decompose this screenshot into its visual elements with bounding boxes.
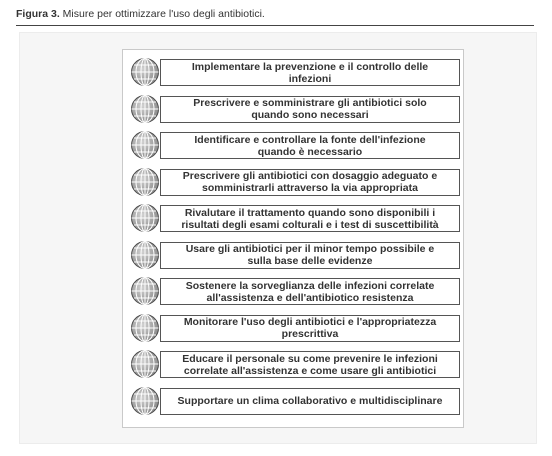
- measure-row: [130, 168, 456, 197]
- measure-box: [160, 242, 460, 269]
- measure-text-line2: quando è necessario: [257, 145, 363, 158]
- measure-text-line1: Supportare un clima collaborativo e multidisciplinare: [177, 395, 443, 407]
- measure-box: [160, 278, 460, 305]
- figure-title: Misure per ottimizzare l'uso degli antibiotici.: [59, 8, 265, 20]
- measure-row: [130, 58, 456, 87]
- measure-text-line2: risultati degli esami colturali e i test di suscettibilità: [181, 218, 439, 231]
- measure-box: [160, 59, 460, 86]
- globe-icon: [130, 386, 160, 416]
- measure-text-line2: sulla base delle evidenze: [247, 255, 373, 267]
- measure-row: [130, 241, 456, 270]
- globe-icon: [130, 203, 160, 233]
- measure-row: [130, 314, 456, 343]
- measure-row: [130, 204, 456, 233]
- figure-label: Figura 3.: [16, 8, 60, 20]
- measure-text-line1: Prescrivere e somministrare gli antibiotici solo: [193, 97, 427, 109]
- measure-box: [160, 388, 460, 415]
- globe-icon: [130, 57, 160, 87]
- measure-text-line2: all'assistenza e dell'antibiotico resistenza: [206, 291, 414, 304]
- measure-text-line1: Rivalutare il trattamento quando sono disponibili i: [184, 206, 436, 219]
- globe-icon: [130, 130, 160, 160]
- measure-row: [130, 277, 456, 306]
- measure-row: [130, 131, 456, 160]
- measure-text-line1: Identificare e controllare la fonte dell'infezione: [194, 133, 426, 146]
- measure-row: [130, 387, 456, 416]
- measure-text-line2: somministrarli attraverso la via appropriata: [202, 182, 418, 194]
- measure-text-line2: quando sono necessari: [251, 109, 369, 121]
- measure-box: [160, 96, 460, 123]
- measure-text-line1: Prescrivere gli antibiotici con dosaggio adeguato e: [182, 170, 438, 182]
- measure-text-line1: Educare il personale su come prevenire le infezioni: [182, 352, 438, 365]
- globe-icon: [130, 240, 160, 270]
- globe-icon: [130, 349, 160, 379]
- measure-text-line1: Monitorare l'uso degli antibiotici e l'appropriatezza: [183, 316, 437, 328]
- measure-box: [160, 205, 460, 232]
- measure-text-line2: prescrittiva: [281, 328, 339, 340]
- globe-icon: [130, 313, 160, 343]
- figure-panel: [19, 32, 537, 444]
- measure-box: [160, 169, 460, 196]
- measure-row: [130, 350, 456, 379]
- figure-caption: [16, 8, 265, 20]
- measure-text-line2: infezioni: [288, 72, 332, 85]
- diagram-frame: [122, 49, 464, 428]
- globe-icon: [130, 276, 160, 306]
- measure-row: [130, 95, 456, 124]
- globe-icon: [130, 94, 160, 124]
- measure-box: [160, 351, 460, 378]
- measure-box: [160, 315, 460, 342]
- globe-icon: [130, 167, 160, 197]
- measure-text-line1: Implementare la prevenzione e il controllo delle: [191, 60, 429, 73]
- caption-divider: [16, 25, 534, 26]
- measure-box: [160, 132, 460, 159]
- measure-text-line2: correlate all'assistenza e come usare gli antibiotici: [183, 364, 437, 377]
- measure-text-line1: Sostenere la sorveglianza delle infezioni correlate: [185, 279, 435, 292]
- measure-text-line1: Usare gli antibiotici per il minor tempo possibile e: [185, 243, 435, 255]
